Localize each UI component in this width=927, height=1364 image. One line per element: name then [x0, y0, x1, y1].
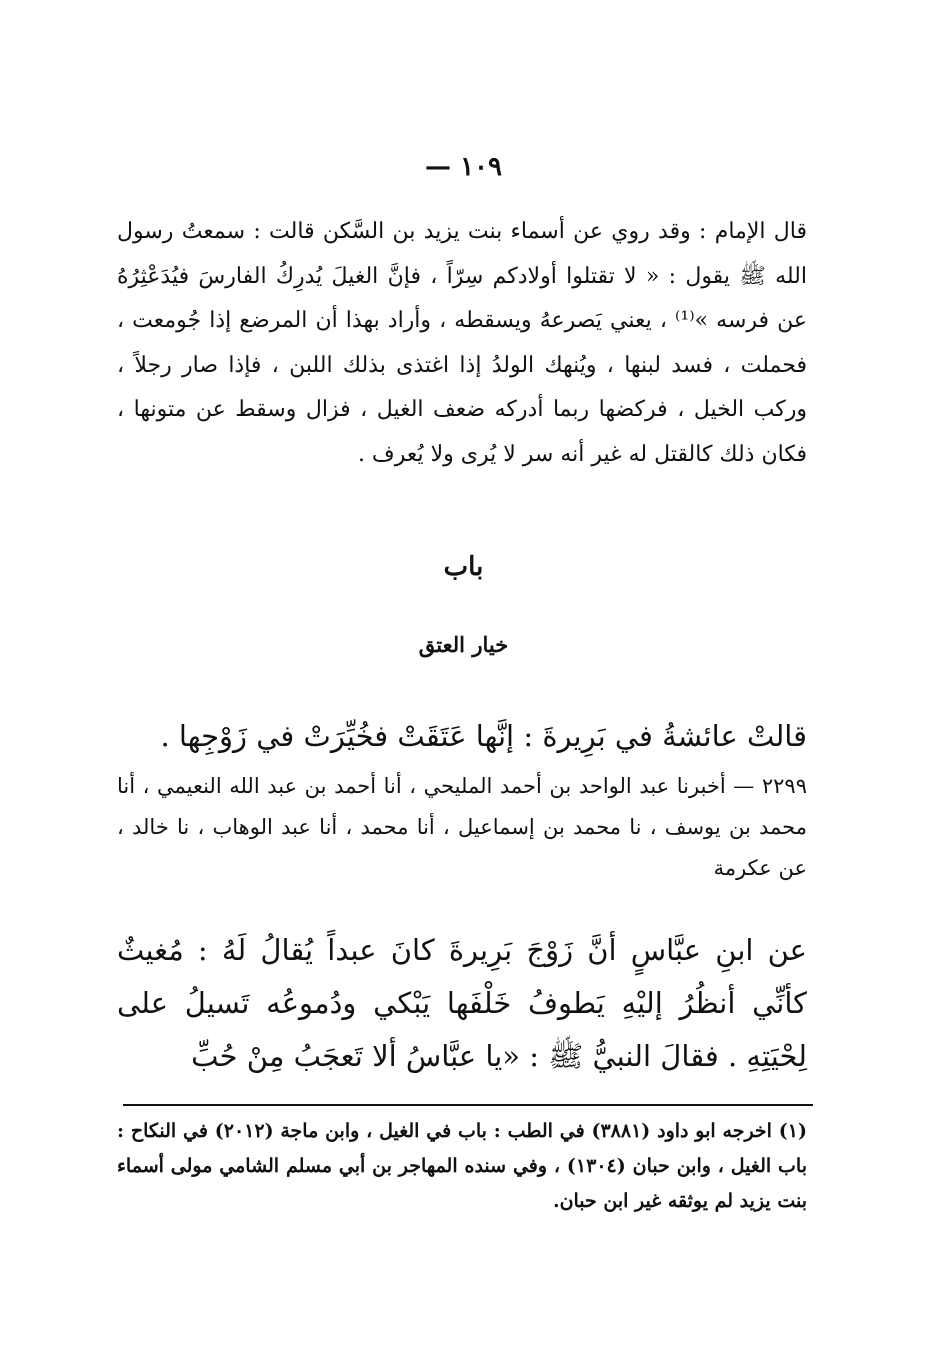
- chapter-heading: باب: [443, 552, 484, 582]
- footnote-divider: [123, 1104, 813, 1106]
- intro-paragraph: قال الإمام : وقد روي عن أسماء بنت يزيد بن السَّكن قالت : سمعتُ رسول الله ﷺ يقول : « لا تقتلوا أولادكم سِرّاً ، فإنَّ الغيلَ يُدرِكُ الفارسَ فيُدَعْثِرُهُ عن فرسه »⁽¹⁾ ، يعني يَصرعهُ ويسقطه ، وأراد بهذا أن المرضع إذا جُومعت ، فحملت ، فسد لبنها ، ويُنهك الولدُ إذا اغتذى بذلك اللبن ، فإذا صار رجلاً ، وركب الخيل ، فركضها ربما أدركه ضعف الغيل ، فزال وسقط عن متونها ، فكان ذلك كالقتل له غير أنه سر لا يُرى ولا يُعرف .: [117, 219, 808, 467]
- footnote: (١) اخرجه ابو داود (٣٨٨١) في الطب : باب في الغيل ، وابن ماجة (٢٠١٢) في النكاح : باب الغيل ، وابن حبان (١٣٠٤) ، وفي سنده المهاجر بن أبي مسلم الشامي مولى أسماء بنت يزيد لم يوثقه غير ابن حبان.: [117, 1120, 807, 1212]
- hadith-aisha: قالتْ عائشةُ في بَرِيرةَ : إنَّها عَتَقَتْ فخُيِّرَتْ في زَوْجِها .: [160, 719, 807, 753]
- isnad-paragraph: ٢٢٩٩ — أخبرنا عبد الواحد بن أحمد المليحي ، أنا أحمد بن عبد الله النعيمي ، أنا محمد بن يوسف ، نا محمد بن إسماعيل ، أنا محمد ، أنا عبد الوهاب ، نا خالد ، عن عكرمة: [117, 774, 807, 880]
- page-number: ١٠٩ —: [425, 152, 502, 182]
- hadith-ibn-abbas: عن ابنِ عبَّاسٍ أنَّ زَوْجَ بَرِيرةَ كانَ عبداً يُقالُ لَهُ : مُغيثٌ كأنِّي أنظُرُ إليْهِ يَطوفُ خَلْفَها يَبْكي ودُموعُه تَسيلُ على لِحْيَتِهِ . فقالَ النبيُّ ﷺ : «يا عبَّاسُ ألا تَعجَبُ مِنْ حُبِّ: [117, 933, 807, 1073]
- chapter-title: خيار العتق: [418, 632, 509, 657]
